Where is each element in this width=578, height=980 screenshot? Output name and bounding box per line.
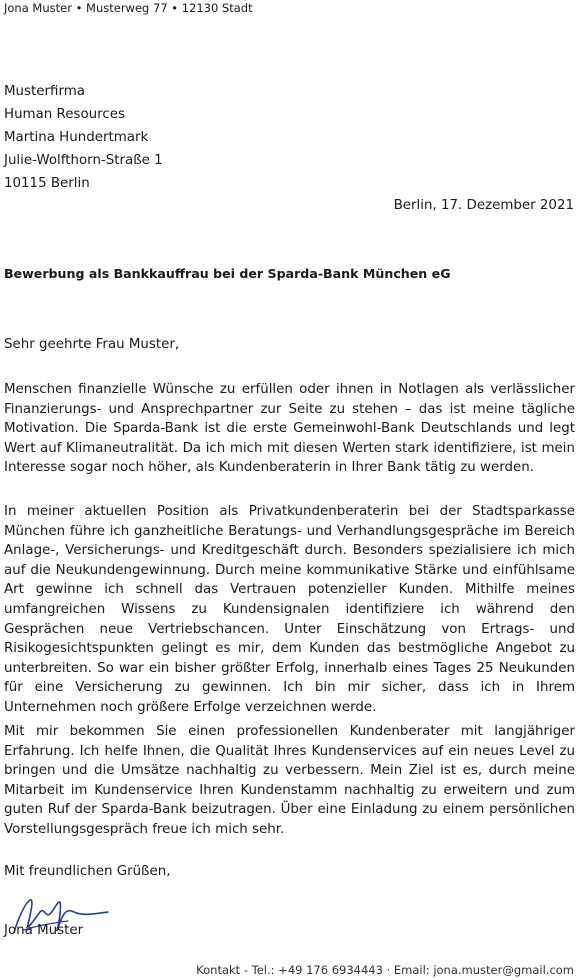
recipient-city: 10115 Berlin [4,176,90,191]
letter-date: Berlin, 17. Dezember 2021 [393,198,574,213]
body-paragraph: Mit mir bekommen Sie einen professionellen Kundenberater mit langjähriger Erfahrung. Ich helfe Ihnen, die Qualität Ihres Kundenservices auf ein neues Level zu bringen und die Umsätze nachhaltig zu verbessern. Mein Ziel ist es, durch meine Mitarbeit im Kundenservice Ihren Kundenstamm nachhaltig zu erweitern und zum guten Ruf der Sparda-Bank beizutragen. Über eine Einladung zu einem persönlichen Vorstellungsgespräch freue ich mich sehr. [4,724,575,837]
recipient-street: Julie-Wolfthorn-Straße 1 [4,153,163,168]
closing-line: Mit freundlichen Grüßen, [4,864,171,879]
salutation: Sehr geehrte Frau Muster, [4,337,180,352]
recipient-person: Martina Hundertmark [4,130,149,145]
sender-line: Jona Muster • Musterweg 77 • 12130 Stadt [4,1,253,15]
letter-subject: Bewerbung als Bankkauffrau bei der Sparda-Bank München eG [4,266,451,281]
body-paragraph: In meiner aktuellen Position als Privatkundenberaterin bei der Stadtsparkasse München führe ich ganzheitliche Beratungs- und Verhandlungsgespräche im Bereich Anlage-, Versicherungs- und Kreditgeschäft durch. Besonders spezialisiere ich mich auf die Neukundengewinnung. Durch meine kommunikative Stärke und einfühlsame Art gewinne ich schnell das Vertrauen potenzieller Kunden. Mithilfe meines umfangreichen Wissens zu Kundensignalen identifiziere ich während den Gesprächen neue Vertriebschancen. Unter Einschätzung von Ertrags- und Risikogesichtspunkten gelingt es mir, dem Kunden das bestmögliche Angebot zu unterbreiten. So war ein bisher größter Erfolg, innerhalb eines Tages 25 Neukunden für eine Versicherung zu gewinnen. Ich bin mir sicher, dass ich in Ihrem Unternehmen noch größere Erfolge verzeichnen werde. [4,504,575,715]
contact-footer: Kontakt - Tel.: +49 176 6934443 · Email: jona.muster@gmail.com [196,963,574,977]
signer-name: Jona Muster [4,923,84,938]
recipient-address [4,80,163,195]
recipient-company: Musterfirma [4,84,85,99]
body-paragraph: Menschen finanzielle Wünsche zu erfüllen oder ihnen in Notlagen als verlässlicher Finanzierungs- und Ansprechpartner zur Seite zu stehen – das ist meine tägliche Motivation. Die Sparda-Bank ist die erste Gemeinwohl-Bank Deutschlands und legt Wert auf Klimaneutralität. Da ich mich mit diesen Werten stark identifiziere, ist mein Interesse sogar noch höher, als Kundenberaterin in Ihrer Bank tätig zu werden. [4,382,575,476]
recipient-department: Human Resources [4,107,125,122]
